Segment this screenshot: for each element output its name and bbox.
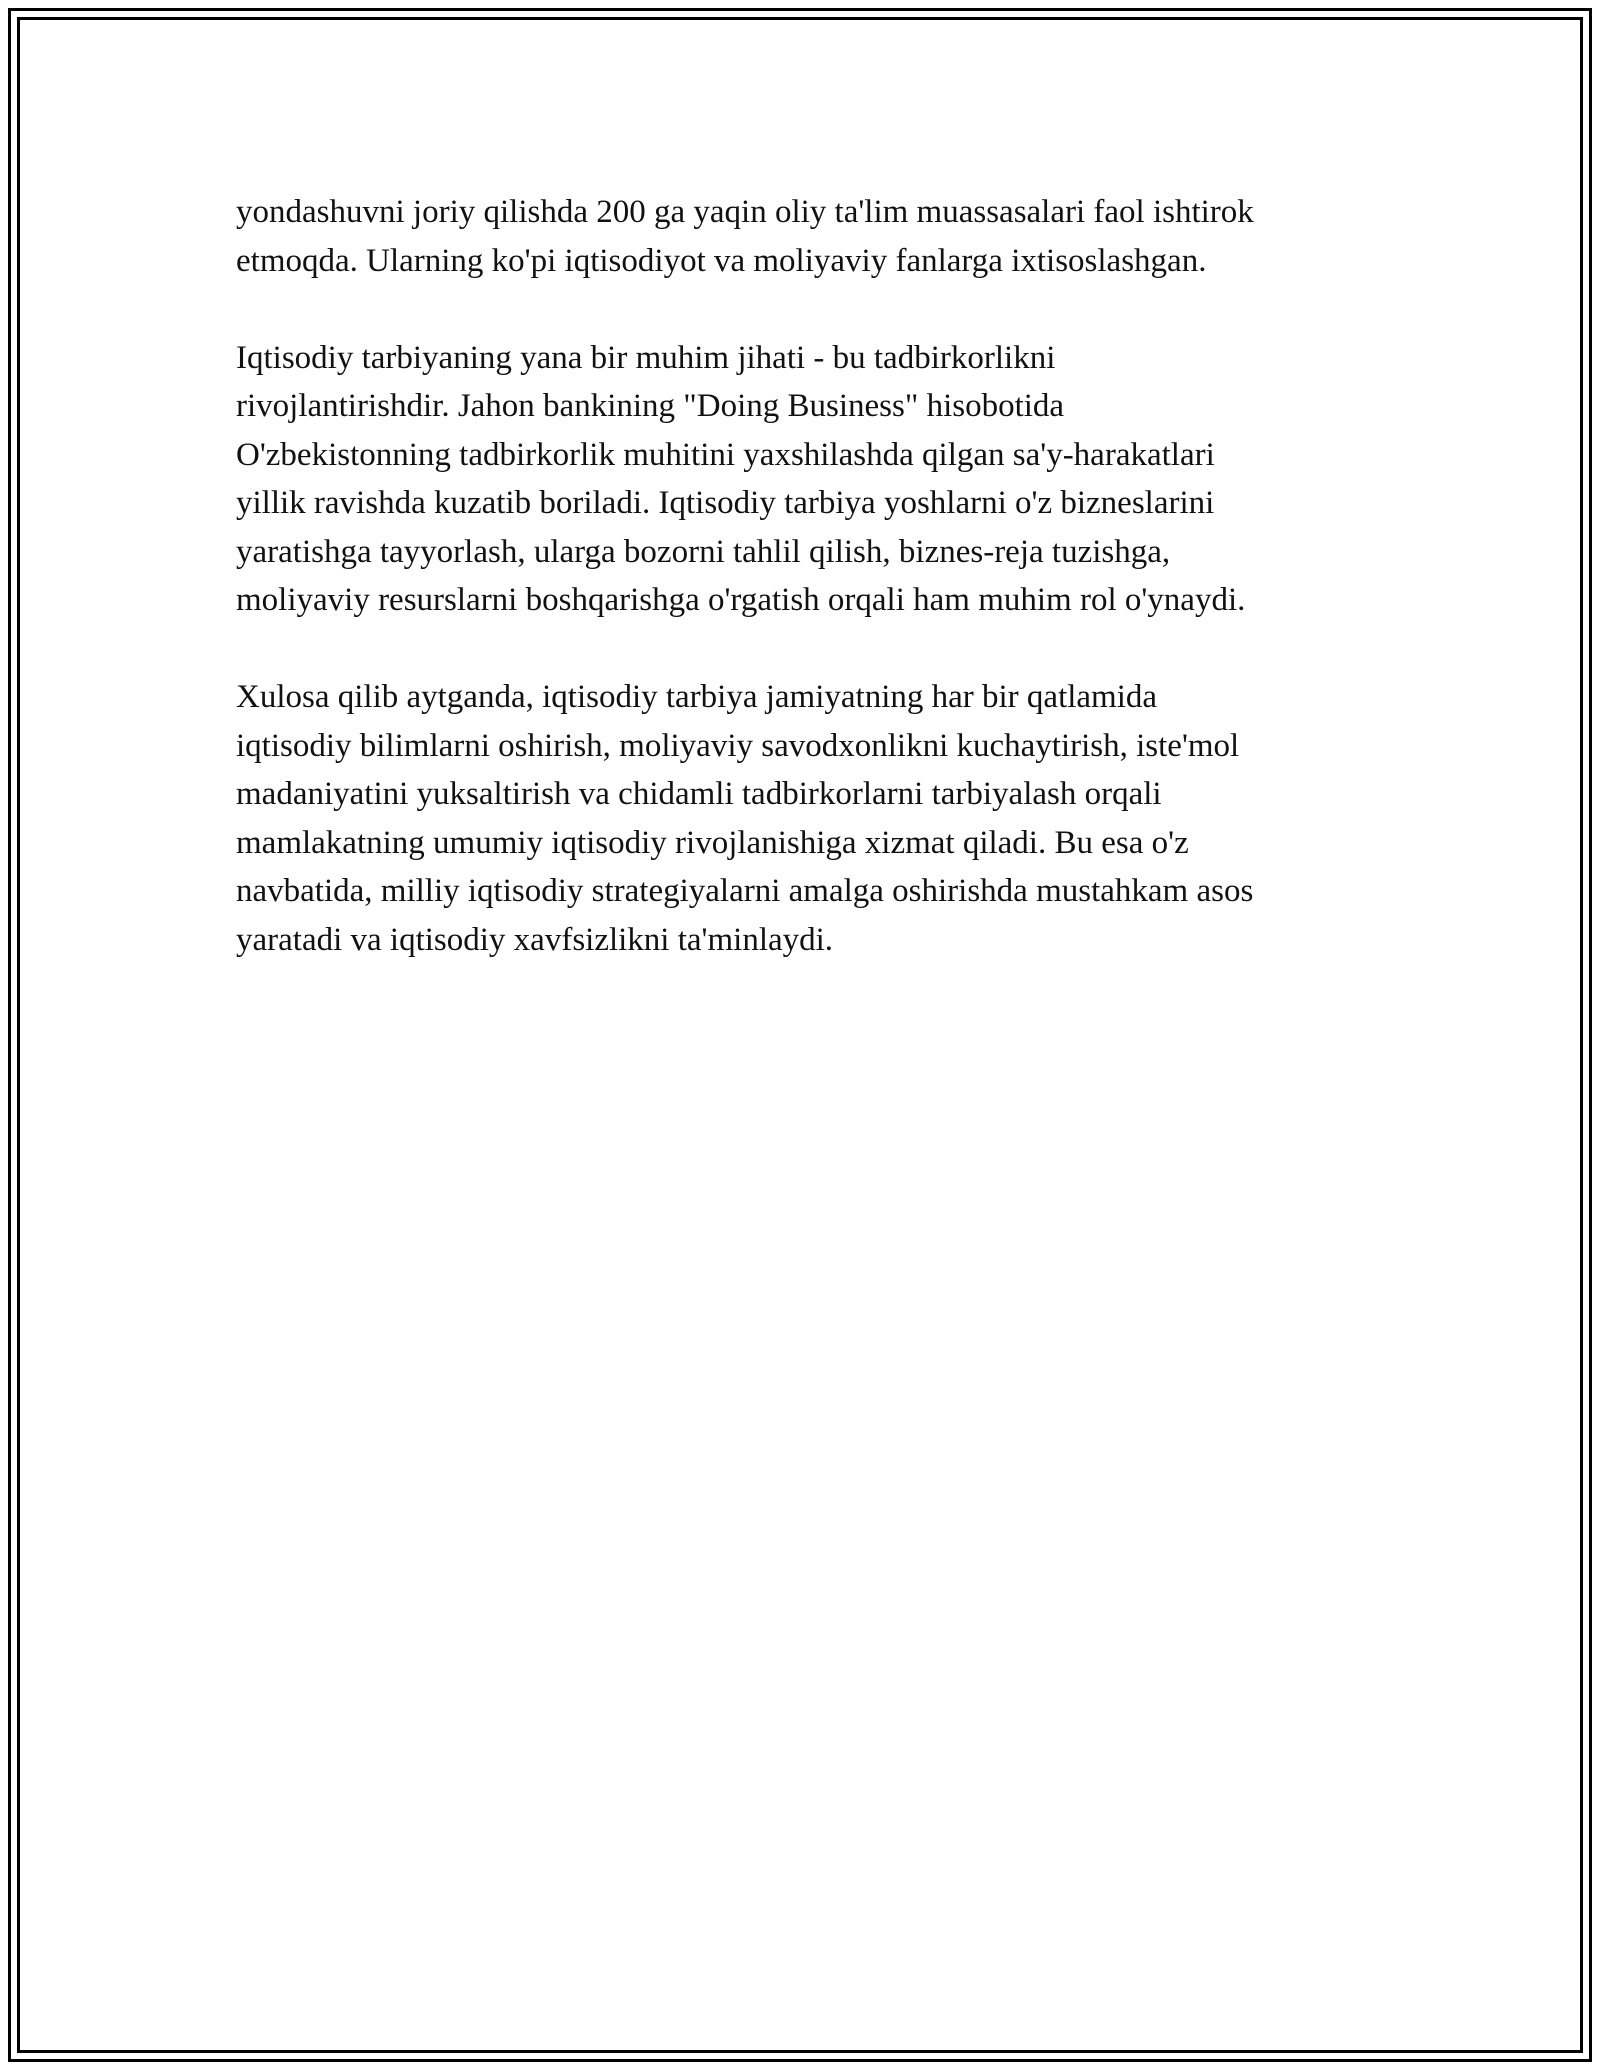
- text-line: madaniyatini yuksaltirish va chidamli tadbirkorlarni tarbiyalash orqali: [236, 776, 1162, 812]
- text-line: yillik ravishda kuzatib boriladi. Iqtisodiy tarbiya yoshlarni o'z bizneslarini: [236, 485, 1215, 521]
- text-line: O'zbekistonning tadbirkorlik muhitini yaxshilashda qilgan sa'y-harakatlari: [236, 436, 1215, 473]
- text-line: yaratadi va iqtisodiy xavfsizlikni ta'minlaydi.: [236, 921, 834, 958]
- document-body: [236, 188, 1386, 1013]
- text-line: iqtisodiy bilimlarni oshirish, moliyaviy savodxonlikni kuchaytirish, iste'mol: [236, 727, 1240, 764]
- text-line: etmoqda. Ularning ko'pi iqtisodiyot va moliyaviy fanlarga ixtisoslashgan.: [236, 242, 1207, 279]
- paragraph-1: [236, 188, 1386, 285]
- text-line: mamlakatning umumiy iqtisodiy rivojlanishiga xizmat qiladi. Bu esa o'z: [236, 824, 1189, 861]
- text-line: yaratishga tayyorlash, ularga bozorni tahlil qilish, biznes-reja tuzishga,: [236, 533, 1171, 570]
- paragraph-2: [236, 334, 1386, 625]
- text-line: Xulosa qilib aytganda, iqtisodiy tarbiya jamiyatning har bir qatlamida: [236, 679, 1158, 715]
- paragraph-3: [236, 673, 1386, 964]
- text-line: moliyaviy resurslarni boshqarishga o'rgatish orqali ham muhim rol o'ynaydi.: [236, 582, 1246, 618]
- text-line: Iqtisodiy tarbiyaning yana bir muhim jihati - bu tadbirkorlikni: [236, 339, 1056, 376]
- text-line: rivojlantirishdir. Jahon bankining "Doing Business" hisobotida: [236, 388, 1065, 424]
- text-line: yondashuvni joriy qilishda 200 ga yaqin oliy ta'lim muassasalari faol ishtirok: [236, 194, 1254, 230]
- text-line: navbatida, milliy iqtisodiy strategiyalarni amalga oshirishda mustahkam asos: [236, 873, 1254, 909]
